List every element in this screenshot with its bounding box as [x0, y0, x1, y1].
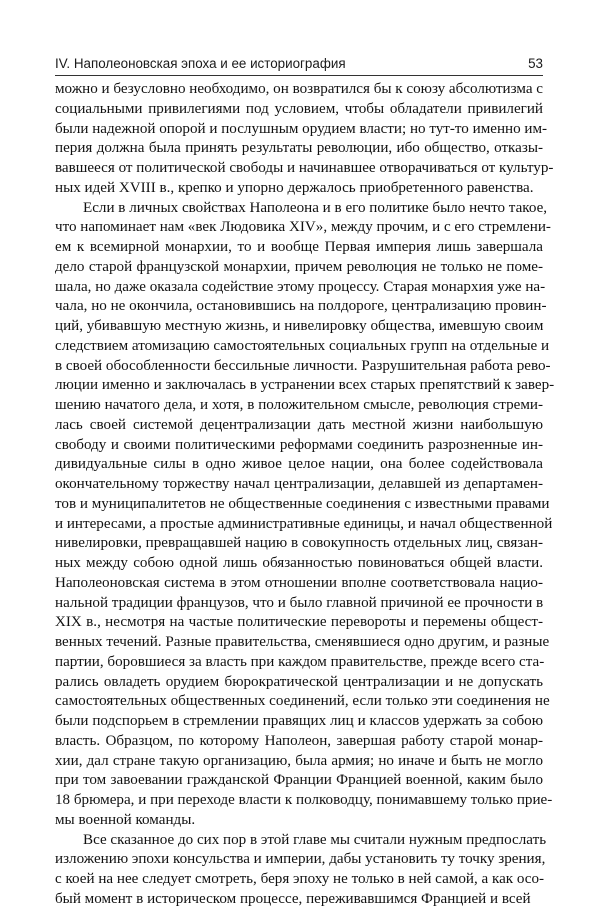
text-line: нивелировки, превращавшей нацию в совокупность отдельных лиц, связан-	[55, 535, 544, 552]
text-line: ных между собою одной лишь обязанностью повиноваться общей власти.	[55, 555, 543, 571]
text-line: в своей обособленности бессильные личности. Разрушительная работа рево-	[55, 357, 551, 374]
text-line: дивидуальные силы в одно живое целое нации, она более содействовала	[55, 456, 543, 473]
text-line: были подспорьем в стремлении правящих лиц и классов удержать за собою	[55, 713, 543, 729]
text-line: бый момент в историческом процессе, переживавшимся Францией и всей	[55, 890, 531, 907]
page-number: 53	[528, 56, 543, 71]
text-line: можно и безусловно необходимо, он возвратился бы к союзу абсолютизма с	[55, 81, 543, 97]
text-line: что напоминает нам «век Людовика XIV», между прочим, и с его стремлени-	[55, 219, 551, 236]
chapter-title: IV. Наполеоновская эпоха и ее историография	[55, 56, 346, 71]
text-line: вавшееся от политической свободы и начинавшее отворачиваться от культур-	[55, 160, 554, 176]
paragraph	[55, 80, 554, 199]
text-line: при том завоевании гражданской Франции Францией военной, каким было	[55, 772, 543, 789]
text-line: Если в личных свойствах Наполеона и в его политике было нечто такое,	[83, 199, 548, 216]
text-line: изложению эпохи консульства и империи, дабы установить ту точку зрения,	[55, 851, 546, 868]
text-line: Наполеоновская система в этом отношении вполне соответствовала нацио-	[55, 574, 543, 591]
text-line: социальными привилегиями под условием, чтобы обладатели привилегий	[55, 100, 543, 117]
text-line: люции именно и заключалась в устранении всех старых препятствий к завер-	[55, 377, 555, 394]
text-line: перия должна была принять результаты революции, ибо общество, отказы-	[55, 140, 543, 157]
text-line: лась своей системой децентрализации дать местной жизни наибольшую	[55, 416, 543, 433]
text-line: шала, но даже оказала содействие этому процессу. Старая монархия уже на-	[55, 278, 546, 295]
text-line: хии, дал стране такую организацию, была армия; но иначе и быть не могло	[55, 752, 543, 769]
text-line: тов и муниципалитетов не общественные соединения с известными правами	[55, 495, 550, 512]
header-rule	[55, 75, 543, 76]
text-line: самостоятельных общественных соединений, если только эти соединения не	[55, 693, 550, 710]
text-line: были надежной опорой и послушным орудием власти; но тут-то именно им-	[55, 120, 548, 137]
text-line: мы военной команды.	[55, 811, 196, 828]
paragraph	[55, 831, 547, 910]
text-line: власть. Образцом, по которому Наполеон, завершая работу старой монар-	[55, 732, 543, 749]
text-line: Все сказанное до сих пор в этой главе мы считали нужным предпослать	[83, 831, 547, 848]
text-line: свободу и своими политическими реформами соединить разрозненные ин-	[55, 436, 543, 453]
text-line: и интересами, а простые административные единицы, и начал общественной	[55, 515, 553, 532]
text-line: следствием атомизацию самостоятельных социальных групп на отдельные и	[55, 337, 550, 354]
text-line: ных идей XVIII в., крепко и упорно держалось приобретенного равенства.	[55, 179, 534, 196]
text-line: нальной традиции французов, что и было главной причиной ее прочности в	[55, 594, 544, 611]
text-line: ем к всемирной монархии, то и вообще Первая империя лишь завершала	[55, 239, 543, 255]
text-line: с коей на нее следует смотреть, беря эпоху не только в ней самой, а как осо-	[55, 871, 545, 887]
body-text	[55, 80, 555, 910]
text-line: венных течений. Разные правительства, сменявшиеся одно другим, и разные	[55, 634, 550, 650]
text-line: чала, но не окончила, остановившись на полдороге, централизацию провин-	[55, 298, 547, 315]
text-line: XIX в., несмотря на частые политические перевороты и перемены общест-	[55, 614, 543, 631]
text-line: партии, боровшиеся за власть при каждом правительстве, прежде всего ста-	[55, 653, 545, 670]
text-line: окончательному торжеству начал централизации, делавшей из департамен-	[55, 476, 543, 492]
paragraph	[55, 199, 555, 831]
text-line: шению начатого дела, и хотя, в положительном смысле, революция стреми-	[55, 397, 543, 413]
text-line: рались овладеть орудием бюрократической централизации и не допускать	[55, 673, 543, 690]
text-line: 18 брюмера, и при переходе власти к полководцу, понимавшему только прие-	[55, 792, 553, 808]
text-line: дело старой французской монархии, причем революция не только не поме-	[55, 258, 543, 275]
text-line: ций, убивавшую местную жизнь, и нивелировку общества, имевшую своим	[55, 318, 544, 334]
